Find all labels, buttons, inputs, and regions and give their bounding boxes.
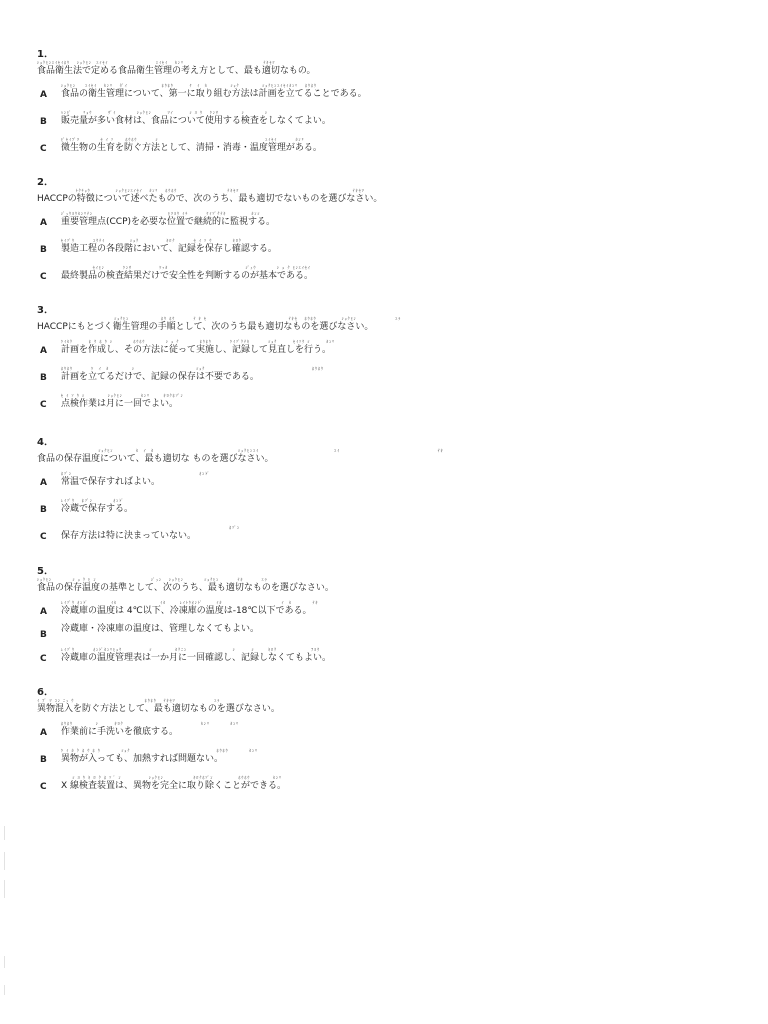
option-text: 食品の衛生管理について、第一に取り組む方法は計画を立てることである。 <box>61 89 367 99</box>
option-text: X 線検査装置は、異物を完全に取り除くことができる。 <box>61 781 287 791</box>
option-letter: C <box>40 654 47 664</box>
option-furigana: ｼ ﾖ ｳ ｷ ﾛ ｸ ﾎ ｿ ﾞ ﾝ ｼｮｸﾋﾝ ｷﾛｸﾎｿﾞﾝ ﾎｳﾎｳ ｶﾝﾘ <box>61 775 283 780</box>
option-furigana: ｾｲｿﾞｳ ｺｳﾃｲ ｼｮｸ ｷﾛｸ ｾ ｲ ｿ ｳ ｷﾛｸ <box>61 238 242 243</box>
option-letter: B <box>40 630 47 640</box>
option-c[interactable] <box>37 775 737 802</box>
question-4 <box>37 437 737 552</box>
question-number: 4． <box>37 437 54 448</box>
question-furigana: ﾄｸﾁｮｳ ｼｮｸﾋﾝｴｲｾｲ ｶﾝﾘ ﾎｳﾎｳ ﾃｷｾﾂ ﾃｷｾﾂ <box>37 188 365 193</box>
option-furigana: ﾎｿﾞﾝ ｵﾝﾄﾞ <box>61 471 211 476</box>
option-text: 点検作業は月に一回でよい。 <box>61 399 179 409</box>
option-a[interactable] <box>37 721 737 748</box>
option-a[interactable] <box>37 471 737 498</box>
question-3 <box>37 305 737 420</box>
option-text: 微生物の生育を防ぐ方法として、清掃・消毒・温度管理がある。 <box>61 143 322 153</box>
option-furigana: ﾋﾞｾｲﾌﾞﾂ ｾ ｲ ｿ ﾎｳﾎｳ ｼ ｴｲｾｲ ｶﾝﾘ <box>61 137 305 142</box>
option-furigana: ﾚｲｿﾞｳ ﾎｿﾞﾝ ｵﾝﾄﾞ <box>61 498 125 503</box>
question-number: 1． <box>37 49 54 60</box>
option-b[interactable] <box>37 110 737 137</box>
option-letter: A <box>40 728 47 738</box>
option-b[interactable] <box>37 624 737 647</box>
question-text: HACCPにもとづく衛生管理の手順として、次のうち最も適切なものを選びなさい。 <box>37 322 374 332</box>
option-letter: A <box>40 346 47 356</box>
option-c[interactable] <box>37 525 737 552</box>
margin-mark <box>4 826 5 840</box>
option-text: 製造工程の各段階において、記録を保存し確認する。 <box>61 244 277 254</box>
option-furigana: ｹ ｲ ｶ ｸ ﾎ ｳ ﾎ ｳ ｼｮｸ ﾎｳﾎｳ ｶﾝﾘ <box>61 748 259 753</box>
option-c[interactable] <box>37 137 737 164</box>
option-letter: A <box>40 607 47 617</box>
option-text: 計画を立てるだけで、記録の保存は不要である。 <box>61 372 259 382</box>
question-number: 3． <box>37 305 54 316</box>
option-furigana: ｼﾞｭｳﾖｳｶﾝﾘﾃﾝ ﾋﾂﾖｳ ｲﾁ ｹｲｿﾞｸﾃｷ ｶﾝｼ <box>61 211 261 216</box>
margin-mark <box>4 880 5 898</box>
question-furigana: ｼｮｸﾋﾝ ｶ ｲ ｶ ｼｮｸﾋﾝｴｲ ｴｲ ﾃｷ <box>37 448 444 453</box>
option-letter: B <box>40 117 47 127</box>
option-text: 冷蔵庫・冷凍庫の温度は、管理しなくてもよい。 <box>61 624 260 634</box>
question-furigana: ｼｮｸﾋﾝ ﾎｳ ﾎｳ ﾃ ｷ ｾ ﾃｷｾ ﾎｳﾎｳ ｼｮｸﾋﾝ ｴﾗ <box>37 316 402 321</box>
option-letter: A <box>40 218 47 228</box>
question-furigana: ｼｮｸﾋﾝｴｲｾｲﾎｳ ｼｮｸﾋﾝ ｴｲｾｲ ｴｲｾｲ ｶﾝﾘ ﾃｷｾﾂ <box>37 60 276 65</box>
option-a[interactable] <box>37 339 737 366</box>
question-1 <box>37 49 737 164</box>
question-number: 2． <box>37 177 54 188</box>
option-furigana: ﾚｲｿﾞｳ ｵﾝﾄﾞ ｲｶ ｲｶ ﾚｲﾄｳｵﾝﾄﾞ ｲｶ ｲ ｶ ﾃｷ <box>61 600 319 605</box>
option-a[interactable] <box>37 83 737 110</box>
option-text: 冷蔵庫の温度は 4℃以下、冷凍庫の温度は-18℃以下である。 <box>61 606 312 616</box>
margin-mark <box>4 852 5 870</box>
question-number: 5． <box>37 566 54 577</box>
option-text: 計画を作成し、その方法に従って実施し、記録して見直しを行う。 <box>61 345 332 355</box>
option-letter: A <box>40 478 47 488</box>
question-text: 異物混入を防ぐ方法として、最も適切なものを選びなさい。 <box>37 704 280 714</box>
question-text: 食品衛生法で定める食品衛生管理の考え方として、最も適切なもの。 <box>37 66 316 76</box>
option-b[interactable] <box>37 748 737 775</box>
margin-mark <box>4 956 5 968</box>
option-text: 販売量が多い食材は、食品について使用する検査をしなくてよい。 <box>61 116 331 126</box>
option-letter: B <box>40 245 47 255</box>
question-furigana: ｲ ﾌﾞ ﾂ ｺﾝ ﾆｭ ｳ ﾎｳﾎｳ ﾃｷｾﾂ ｴﾗ <box>37 698 221 703</box>
question-text: 食品の保存温度の基準として、次のうち、最も適切なものを選びなさい。 <box>37 583 334 593</box>
option-furigana: ﾚｲｿﾞｳ ｵﾝﾄﾞｶﾝﾘﾋｮｳ ｼ ｶｸﾆﾝ ｼ ｼ ｷﾛｸ ﾌﾖｳ <box>61 647 321 652</box>
option-text: 異物が入っても、加熱すれば問題ない。 <box>61 754 224 764</box>
option-text: 保存方法は特に決まっていない。 <box>61 531 197 541</box>
question-text: 食品の保存温度について、最も適切な ものを選びなさい。 <box>37 454 274 464</box>
option-text: 重要管理点(CCP)を必要な位置で継続的に監視する。 <box>61 217 276 227</box>
option-furigana: ﾎｳﾎｳ ｹ ｲ ｶ ｼ ｼｮｸ ﾎｳﾎｳ <box>61 366 325 371</box>
option-letter: B <box>40 373 47 383</box>
question-furigana: ｼｮｸﾋﾝ ｼ ｮ ｸ ﾋ ﾝ ｼﾞｭﾝ ｼｮｸﾋﾝ ｼｮｸﾋﾝ ﾃｷ ｴﾗ <box>37 577 268 582</box>
option-text: 冷蔵で保存する。 <box>61 504 134 514</box>
option-text: 作業前に手洗いを徹底する。 <box>61 727 179 737</box>
option-letter: C <box>40 532 47 542</box>
option-furigana: ﾊﾝﾋﾞ ﾘｮｳ ｻﾞｲ ｼｮｸﾋﾝ ﾂｲ ｼ ﾖ ｳ ｹﾝｻ ｼ ｼ <box>61 110 269 115</box>
question-2 <box>37 177 737 292</box>
question-text: HACCPの特徴について述べたもので、次のうち、最も適切でないものを選びなさい。 <box>37 194 383 204</box>
option-text: 最終製品の検査結果だけで安全性を判断するのが基本である。 <box>61 271 314 281</box>
option-letter: B <box>40 755 47 765</box>
option-b[interactable] <box>37 498 737 525</box>
option-furigana: ｹｲｶｸ ﾎ ｳ ﾎ ｳ ｼ ﾎｳﾎｳ ｼ ｮ ｸ ﾎｳﾎｳ ｹｲｿﾞｸﾃｷ ｼｮｸ ｾｲｿｳ ｼ ｶﾝﾘ <box>61 339 336 344</box>
option-c[interactable] <box>37 393 737 420</box>
option-letter: A <box>40 90 47 100</box>
question-6 <box>37 687 737 802</box>
option-c[interactable] <box>37 647 737 674</box>
option-furigana: ﾎｿﾞﾝ <box>61 525 241 530</box>
option-furigana: ｾ ｲ ｿ ｳ ｼ ｼｮｸﾋﾝ ｶﾝﾘ ｷﾛｸﾎｿﾞﾝ <box>61 393 184 398</box>
option-c[interactable] <box>37 265 737 292</box>
option-a[interactable] <box>37 211 737 238</box>
option-text: 冷蔵庫の温度管理表は一か月に一回確認し、記録しなくてもよい。 <box>61 653 332 663</box>
margin-mark <box>4 985 5 995</box>
option-letter: C <box>40 782 47 792</box>
option-letter: C <box>40 144 47 154</box>
option-b[interactable] <box>37 366 737 393</box>
option-b[interactable] <box>37 238 737 265</box>
option-letter: C <box>40 272 47 282</box>
question-number: 6． <box>37 687 54 698</box>
option-text: 常温で保存すればよい。 <box>61 477 161 487</box>
option-furigana: ﾎｳﾎｳ ｼ ｷﾛｸ ｶﾝﾘ ｶﾝﾘ <box>61 721 240 726</box>
option-furigana: ｼｮｸﾋﾝ ｴｲｾｲ ｶﾝﾘ ﾀﾞｲ ﾎｳﾎｳ ｹ ｲ ｶ ｼｮｸ ｼｮｸﾋﾝｴｲｾｲｶﾝﾘ ﾎｳﾎｳ <box>61 83 318 88</box>
option-letter: C <box>40 400 47 410</box>
question-5 <box>37 566 737 674</box>
option-furigana: ｾｲﾋﾝ ｹﾝｻ ｹｯｶ ｼﾞｭｳ ｼ ｮ ｸ ﾋﾝｴｲｾｲ <box>61 265 311 270</box>
option-letter: B <box>40 505 47 515</box>
